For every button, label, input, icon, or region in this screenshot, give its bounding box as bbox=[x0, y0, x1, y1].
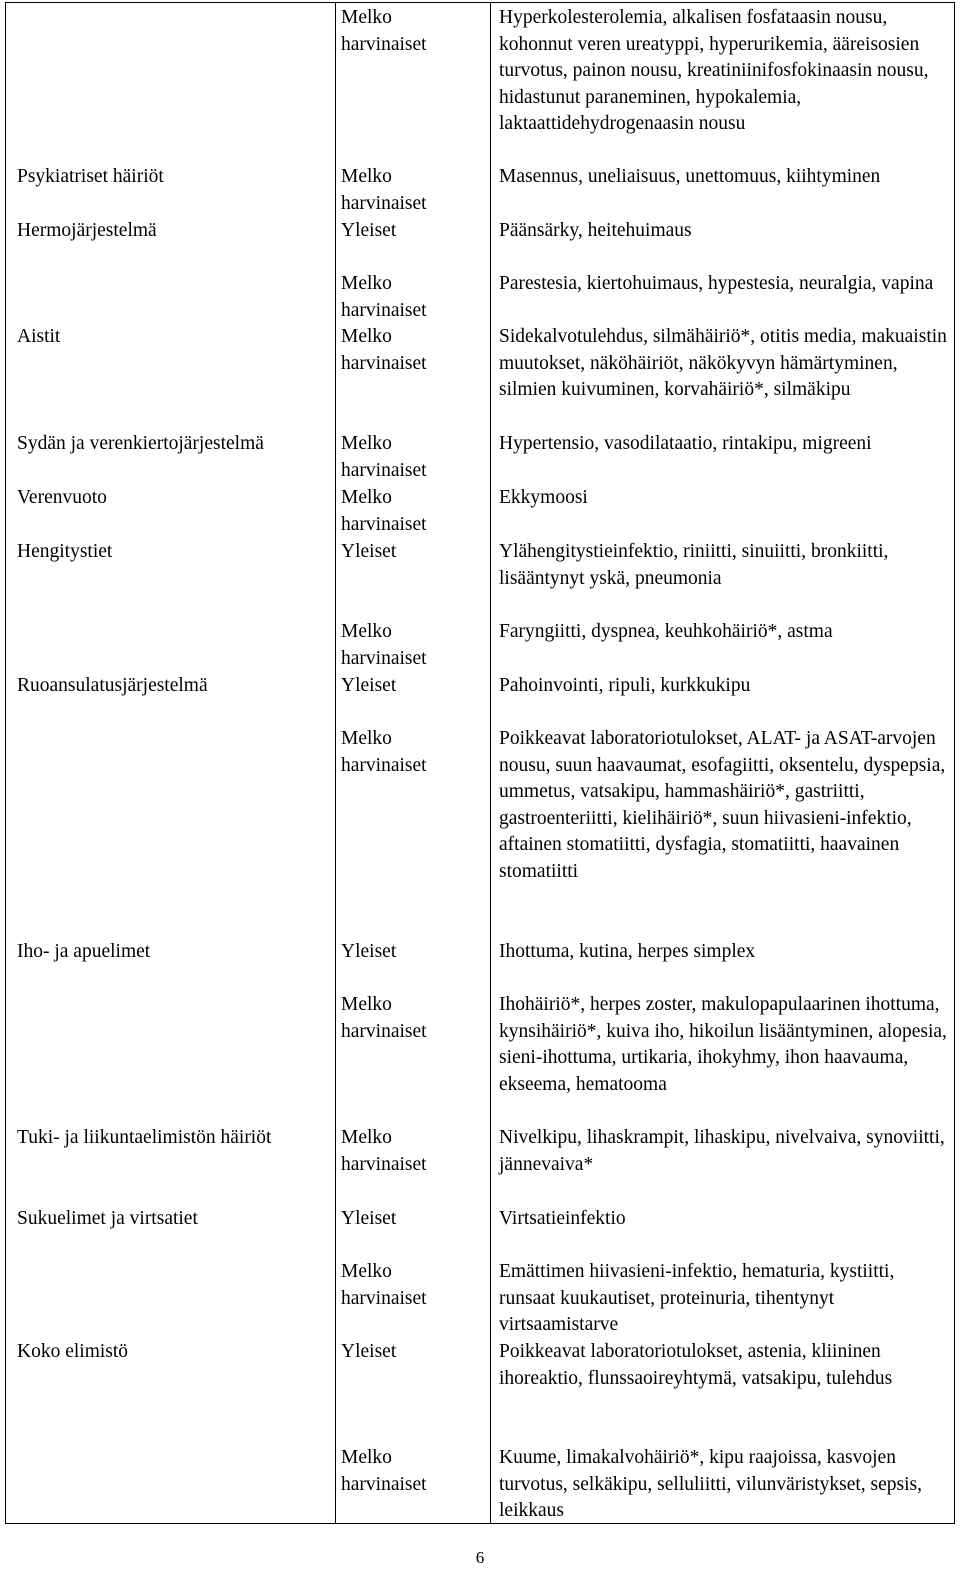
category-cell: Psykiatriset häiriöt bbox=[17, 166, 164, 187]
frequency-cell: Melko harvinaiset bbox=[341, 487, 427, 535]
frequency-cell: Melko harvinaiset bbox=[341, 728, 427, 776]
category-cell: Aistit bbox=[17, 326, 61, 347]
frequency-cell: Melko harvinaiset bbox=[341, 621, 427, 669]
frequency-cell: Melko harvinaiset bbox=[341, 1261, 427, 1309]
effects-cell: Ihottuma, kutina, herpes simplex bbox=[499, 941, 756, 962]
effects-cell: Faryngiitti, dyspnea, keuhkohäiriö*, astma bbox=[499, 621, 833, 642]
frequency-cell: Melko harvinaiset bbox=[341, 994, 427, 1042]
category-cell: Koko elimistö bbox=[17, 1341, 129, 1362]
column-divider bbox=[490, 3, 491, 1523]
effects-cell: Poikkeavat laboratoriotulokset, ALAT- ja ASAT-arvojen nousu, suun haavaumat, esofagiitti, oksentelu, dyspepsia, ummetus, vatsakipu, hammashäiriö*, gastriitti, gastroenteriitti, kielihäiriö*, suun hiivasieni-infektio, aftainen stomatiitti, dysfagia, stomatiitti, haavainen stomatiitti bbox=[499, 728, 946, 882]
frequency-cell: Melko harvinaiset bbox=[341, 166, 427, 214]
frequency-cell: Yleiset bbox=[341, 675, 397, 696]
column-divider bbox=[335, 3, 336, 1523]
effects-cell: Emättimen hiivasieni-infektio, hematuria, kystiitti, runsaat kuukautiset, proteinuria, tihentynyt virtsaamistarve bbox=[499, 1261, 895, 1335]
category-cell: Iho- ja apuelimet bbox=[17, 941, 151, 962]
frequency-cell: Melko harvinaiset bbox=[341, 433, 427, 481]
category-cell: Tuki- ja liikuntaelimistön häiriöt bbox=[17, 1127, 272, 1148]
frequency-cell: Melko harvinaiset bbox=[341, 273, 427, 321]
effects-cell: Poikkeavat laboratoriotulokset, astenia, kliininen ihoreaktio, flunssaoireyhtymä, vatsakipu, tulehdus bbox=[499, 1341, 893, 1389]
effects-cell: Hyperkolesterolemia, alkalisen fosfataasin nousu, kohonnut veren ureatyppi, hyperurikemia, ääreisosien turvotus, painon nousu, kreatiniinifosfokinaasin nousu, hidastunut paraneminen, hypokalemia, laktaattidehydrogenaasin nousu bbox=[499, 7, 929, 134]
effects-cell: Ihohäiriö*, herpes zoster, makulopapulaarinen ihottuma, kynsihäiriö*, kuiva iho, hikoilun lisääntyminen, alopesia, sieni-ihottuma, urtikaria, ihokyhmy, ihon haavauma, ekseema, hematooma bbox=[499, 994, 947, 1095]
effects-cell: Ylähengitystieinfektio, riniitti, sinuiitti, bronkiitti, lisääntynyt yskä, pneumonia bbox=[499, 541, 889, 589]
frequency-cell: Yleiset bbox=[341, 941, 397, 962]
frequency-cell: Yleiset bbox=[341, 220, 397, 241]
effects-cell: Pahoinvointi, ripuli, kurkkukipu bbox=[499, 675, 751, 696]
effects-cell: Nivelkipu, lihaskrampit, lihaskipu, nivelvaiva, synoviitti, jännevaiva* bbox=[499, 1127, 945, 1175]
frequency-cell: Melko harvinaiset bbox=[341, 1447, 427, 1495]
frequency-cell: Yleiset bbox=[341, 1208, 397, 1229]
effects-cell: Kuume, limakalvohäiriö*, kipu raajoissa, kasvojen turvotus, selkäkipu, selluliitti, vilunväristykset, sepsis, leikkaus bbox=[499, 1447, 923, 1521]
effects-cell: Päänsärky, heitehuimaus bbox=[499, 220, 692, 241]
frequency-cell: Yleiset bbox=[341, 541, 397, 562]
effects-cell: Ekkymoosi bbox=[499, 487, 588, 508]
adverse-effects-table bbox=[5, 2, 955, 1524]
effects-cell: Virtsatieinfektio bbox=[499, 1208, 626, 1229]
frequency-cell: Yleiset bbox=[341, 1341, 397, 1362]
effects-cell: Sidekalvotulehdus, silmähäiriö*, otitis media, makuaistin muutokset, näköhäiriöt, näkökyvyn hämärtyminen, silmien kuivuminen, korvahäiriö*, silmäkipu bbox=[499, 326, 947, 400]
category-cell: Sukuelimet ja virtsatiet bbox=[17, 1208, 198, 1229]
effects-cell: Parestesia, kiertohuimaus, hypestesia, neuralgia, vapina bbox=[499, 273, 934, 294]
category-cell: Verenvuoto bbox=[17, 487, 107, 508]
frequency-cell: Melko harvinaiset bbox=[341, 7, 427, 55]
category-cell: Ruoansulatusjärjestelmä bbox=[17, 675, 208, 696]
category-cell: Hermojärjestelmä bbox=[17, 220, 157, 241]
page-number: 6 bbox=[475, 1548, 485, 1567]
category-cell: Sydän ja verenkiertojärjestelmä bbox=[17, 433, 264, 454]
frequency-cell: Melko harvinaiset bbox=[341, 1127, 427, 1175]
category-cell: Hengitystiet bbox=[17, 541, 113, 562]
effects-cell: Masennus, uneliaisuus, unettomuus, kiihtyminen bbox=[499, 166, 881, 187]
effects-cell: Hypertensio, vasodilataatio, rintakipu, migreeni bbox=[499, 433, 872, 454]
frequency-cell: Melko harvinaiset bbox=[341, 326, 427, 374]
